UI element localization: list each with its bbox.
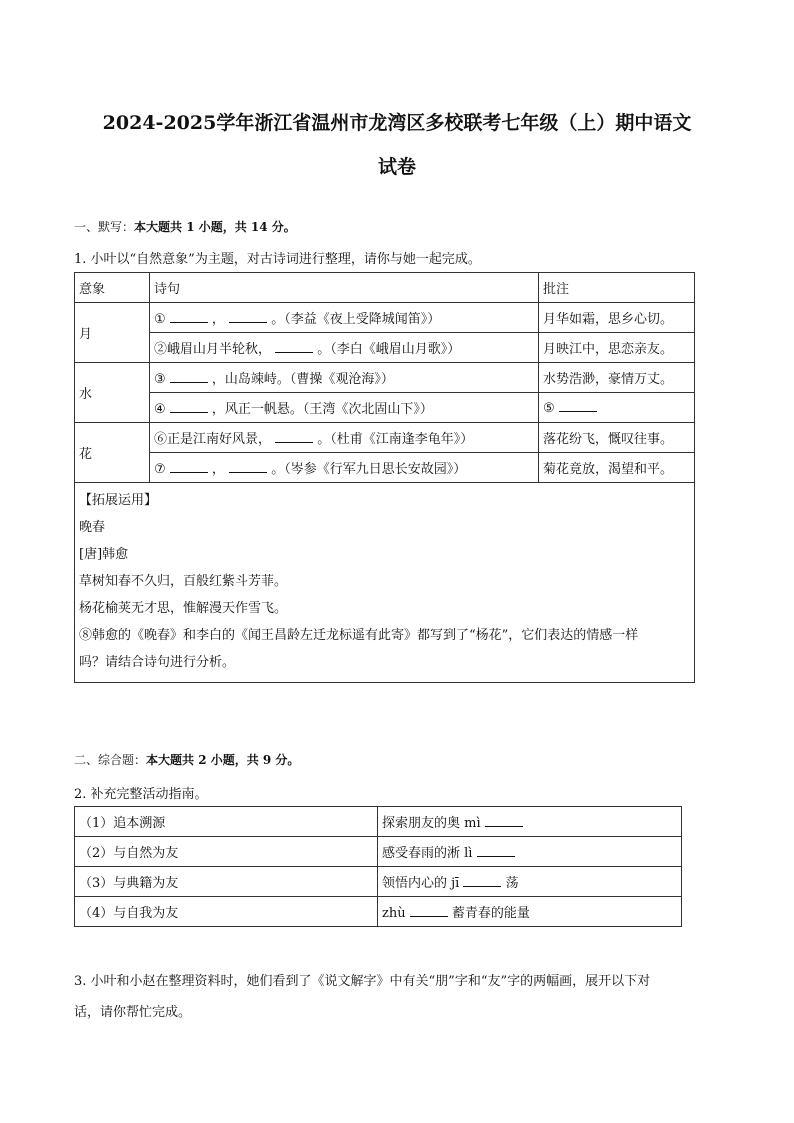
pinyin-text: 领悟内心的 jī	[382, 876, 464, 891]
pinyin-text: zhù	[382, 906, 410, 921]
fill-blank[interactable]	[170, 310, 208, 323]
verse-cell	[150, 393, 539, 423]
fill-blank[interactable]	[485, 814, 523, 827]
extension-heading: 【拓展运用】	[79, 493, 158, 508]
note-cell: 菊花竟放，渴望和平。	[539, 453, 695, 483]
verse-cell	[150, 303, 539, 333]
fill-blank[interactable]	[170, 460, 208, 473]
pinyin-text: 感受春雨的淅 lì	[382, 846, 477, 861]
pinyin-text: 蓄青春的能量	[447, 906, 530, 921]
fill-blank[interactable]	[477, 844, 515, 857]
poem-author: [唐]韩愈	[79, 547, 129, 562]
fill-blank[interactable]	[229, 460, 267, 473]
question-3-stem	[74, 966, 724, 1028]
verse-text: ⑥正是江南好风景，	[154, 432, 276, 447]
fill-blank[interactable]	[275, 430, 313, 443]
fill-blank[interactable]	[463, 874, 501, 887]
section-1-info: 本大题共 1 小题，共 14 分。	[134, 220, 296, 234]
section-1-prefix: 一、默写：	[74, 220, 135, 234]
header-verse: 诗句	[150, 273, 539, 303]
extension-cell	[75, 483, 695, 683]
activity-guide-table	[74, 806, 682, 927]
verse-text: ，山岛竦峙。（曹操《观沧海》）	[207, 372, 394, 387]
table-row	[75, 453, 695, 483]
question-1-stem: 1. 小叶以“自然意象”为主题，对古诗词进行整理，请你与她一起完成。	[74, 252, 481, 267]
section-2-heading	[74, 751, 299, 768]
verse-text: ③	[154, 372, 170, 387]
note-cell: 月映江中，思恋亲友。	[539, 333, 695, 363]
pinyin-text: 探索朋友的奥 mì	[382, 816, 485, 831]
verse-text: ②峨眉山月半轮秋，	[154, 342, 276, 357]
poetry-table	[74, 272, 695, 683]
question-3-line-2: 话，请你帮忙完成。	[74, 1005, 192, 1020]
table-row	[75, 303, 695, 333]
page-title	[60, 101, 734, 189]
pinyin-cell	[378, 867, 682, 897]
title-line-2: 试卷	[377, 156, 416, 178]
section-2-prefix: 二、综合题：	[74, 753, 147, 767]
poem-title: 晚春	[79, 520, 106, 535]
activity-cell: （1）追本溯源	[75, 807, 378, 837]
fill-blank[interactable]	[229, 310, 267, 323]
verse-text: 。（岑参《行军九日思长安故园》）	[267, 462, 467, 477]
extension-question-line-2: 吗？请结合诗句进行分析。	[79, 655, 236, 670]
pinyin-cell	[378, 807, 682, 837]
verse-text: ④	[154, 402, 170, 417]
verse-text: 。（杜甫《江南逢李龟年》）	[313, 432, 474, 447]
verse-text: 。（李白《峨眉山月歌》）	[313, 342, 461, 357]
group-water: 水	[75, 363, 150, 423]
poem-line-2: 杨花榆荚无才思，惟解漫天作雪飞。	[79, 601, 288, 616]
group-moon: 月	[75, 303, 150, 363]
pinyin-text: 荡	[501, 876, 519, 891]
title-line-1: 2024-2025学年浙江省温州市龙湾区多校联考七年级（上）期中语文	[102, 112, 692, 134]
verse-cell	[150, 453, 539, 483]
question-3-line-1: 3. 小叶和小赵在整理资料时，她们看到了《说文解字》中有关“朋”字和“友”字的两幅画，展开以下对	[74, 974, 651, 989]
note-text: ⑤	[543, 401, 559, 416]
fill-blank[interactable]	[275, 340, 313, 353]
table-row	[75, 393, 695, 423]
verse-text: 。（李益《夜上受降城闻笛》）	[267, 312, 441, 327]
activity-cell: （4）与自我为友	[75, 897, 378, 927]
table-row	[75, 423, 695, 453]
section-2-info: 本大题共 2 小题，共 9 分。	[146, 753, 300, 767]
fill-blank[interactable]	[559, 399, 597, 412]
table-row	[75, 837, 682, 867]
extension-question-line-1: ⑧韩愈的《晚春》和李白的《闻王昌龄左迁龙标遥有此寄》都写到了“杨花”，它们表达的情感一样	[79, 628, 639, 643]
table-row	[75, 867, 682, 897]
activity-cell: （2）与自然为友	[75, 837, 378, 867]
header-imagery: 意象	[75, 273, 150, 303]
verse-text: ，风正一帆悬。（王湾《次北固山下》）	[207, 402, 433, 417]
poem-line-1: 草树知春不久归，百般红紫斗芳菲。	[79, 574, 288, 589]
note-cell	[539, 393, 695, 423]
activity-cell: （3）与典籍为友	[75, 867, 378, 897]
verse-text: ①	[154, 312, 170, 327]
note-cell: 月华如霜，思乡心切。	[539, 303, 695, 333]
fill-blank[interactable]	[410, 904, 448, 917]
fill-blank[interactable]	[170, 400, 208, 413]
pinyin-cell	[378, 897, 682, 927]
verse-cell	[150, 333, 539, 363]
verse-cell	[150, 363, 539, 393]
section-1-heading	[74, 218, 296, 235]
extension-row	[75, 483, 695, 683]
verse-text: ，	[207, 462, 230, 477]
table-row	[75, 363, 695, 393]
note-cell: 落花纷飞，慨叹往事。	[539, 423, 695, 453]
verse-cell	[150, 423, 539, 453]
verse-text: ⑦	[154, 462, 170, 477]
pinyin-cell	[378, 837, 682, 867]
verse-text: ，	[207, 312, 230, 327]
note-cell: 水势浩渺，豪情万丈。	[539, 363, 695, 393]
table-header-row	[75, 273, 695, 303]
fill-blank[interactable]	[170, 370, 208, 383]
table-row	[75, 333, 695, 363]
group-flower: 花	[75, 423, 150, 483]
question-2-stem: 2. 补充完整活动指南。	[74, 787, 208, 802]
table-row	[75, 807, 682, 837]
header-annotation: 批注	[539, 273, 695, 303]
table-row	[75, 897, 682, 927]
